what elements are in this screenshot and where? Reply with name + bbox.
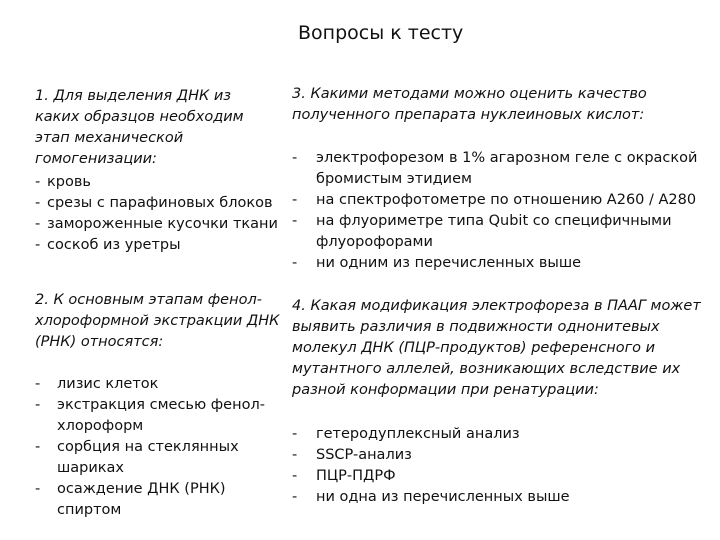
option-text: кровь — [47, 174, 91, 190]
dash: - — [35, 174, 41, 190]
dash: - — [35, 237, 41, 253]
list-item — [35, 479, 285, 521]
question-2: 2. К основным этапам фенол-хлороформной экстракции ДНК (РНК) относятся: — [35, 292, 280, 350]
option-text: гетеродуплексный анализ — [316, 426, 520, 442]
dash: - — [292, 213, 298, 229]
option-text: ни одна из перечисленных выше — [316, 489, 570, 505]
list-item — [292, 148, 712, 190]
dash: - — [35, 397, 41, 413]
answer-list-1 — [35, 172, 305, 256]
answer-list-3 — [292, 148, 712, 274]
dash: - — [35, 376, 41, 392]
option-text: электрофорезом в 1% агарозном геле с окраской бромистым этидием — [316, 150, 698, 187]
dash: - — [292, 447, 298, 463]
question-4: 4. Какая модификация электрофореза в ПААГ может выявить различия в подвижности однонитевых молекул ДНК (ПЦР-продуктов) референсного и мутантного аллелей, возникающих вследствие их разной конформации при ренатурации: — [292, 298, 701, 398]
option-text: на спектрофотометре по отношению А260 / А280 — [316, 192, 697, 208]
list-item — [35, 235, 305, 256]
list-item — [35, 374, 285, 395]
list-item — [35, 437, 285, 479]
dash: - — [35, 481, 41, 497]
question-1: 1. Для выделения ДНК из каких образцов необходим этап механической гомогенизации: — [35, 88, 244, 167]
option-text: сорбция на стеклянных шариках — [57, 439, 239, 476]
option-text: лизис клеток — [57, 376, 159, 392]
list-item — [292, 253, 712, 274]
dash: - — [35, 439, 41, 455]
option-text: соскоб из уретры — [47, 237, 181, 253]
question-3: 3. Какими методами можно оценить качество полученного препарата нуклеиновых кислот: — [292, 86, 647, 123]
list-item — [292, 466, 712, 487]
list-item — [35, 395, 285, 437]
list-item — [292, 424, 712, 445]
list-item — [35, 172, 305, 193]
list-item — [35, 214, 305, 235]
option-text: ни одним из перечисленных выше — [316, 255, 582, 271]
option-text: на флуориметре типа Qubit со специфичными флуорофорами — [316, 213, 672, 250]
list-item — [292, 487, 712, 508]
dash: - — [292, 192, 298, 208]
dash: - — [35, 195, 41, 211]
dash: - — [292, 426, 298, 442]
dash: - — [35, 216, 41, 232]
answer-list-2 — [35, 374, 285, 521]
dash: - — [292, 468, 298, 484]
list-item — [292, 190, 712, 211]
list-item — [292, 445, 712, 466]
option-text: срезы с парафиновых блоков — [47, 195, 273, 211]
option-text: экстракция смесью фенол-хлороформ — [57, 397, 265, 434]
option-text: осаждение ДНК (РНК) спиртом — [57, 481, 226, 518]
answer-list-4 — [292, 424, 712, 508]
list-item — [35, 193, 305, 214]
dash: - — [292, 150, 298, 166]
option-text: замороженные кусочки ткани — [47, 216, 278, 232]
dash: - — [292, 489, 298, 505]
page-title: Вопросы к тесту — [298, 22, 464, 44]
list-item — [292, 211, 712, 253]
dash: - — [292, 255, 298, 271]
option-text: ПЦР-ПДРФ — [316, 468, 396, 484]
option-text: SSCP-анализ — [316, 447, 412, 463]
